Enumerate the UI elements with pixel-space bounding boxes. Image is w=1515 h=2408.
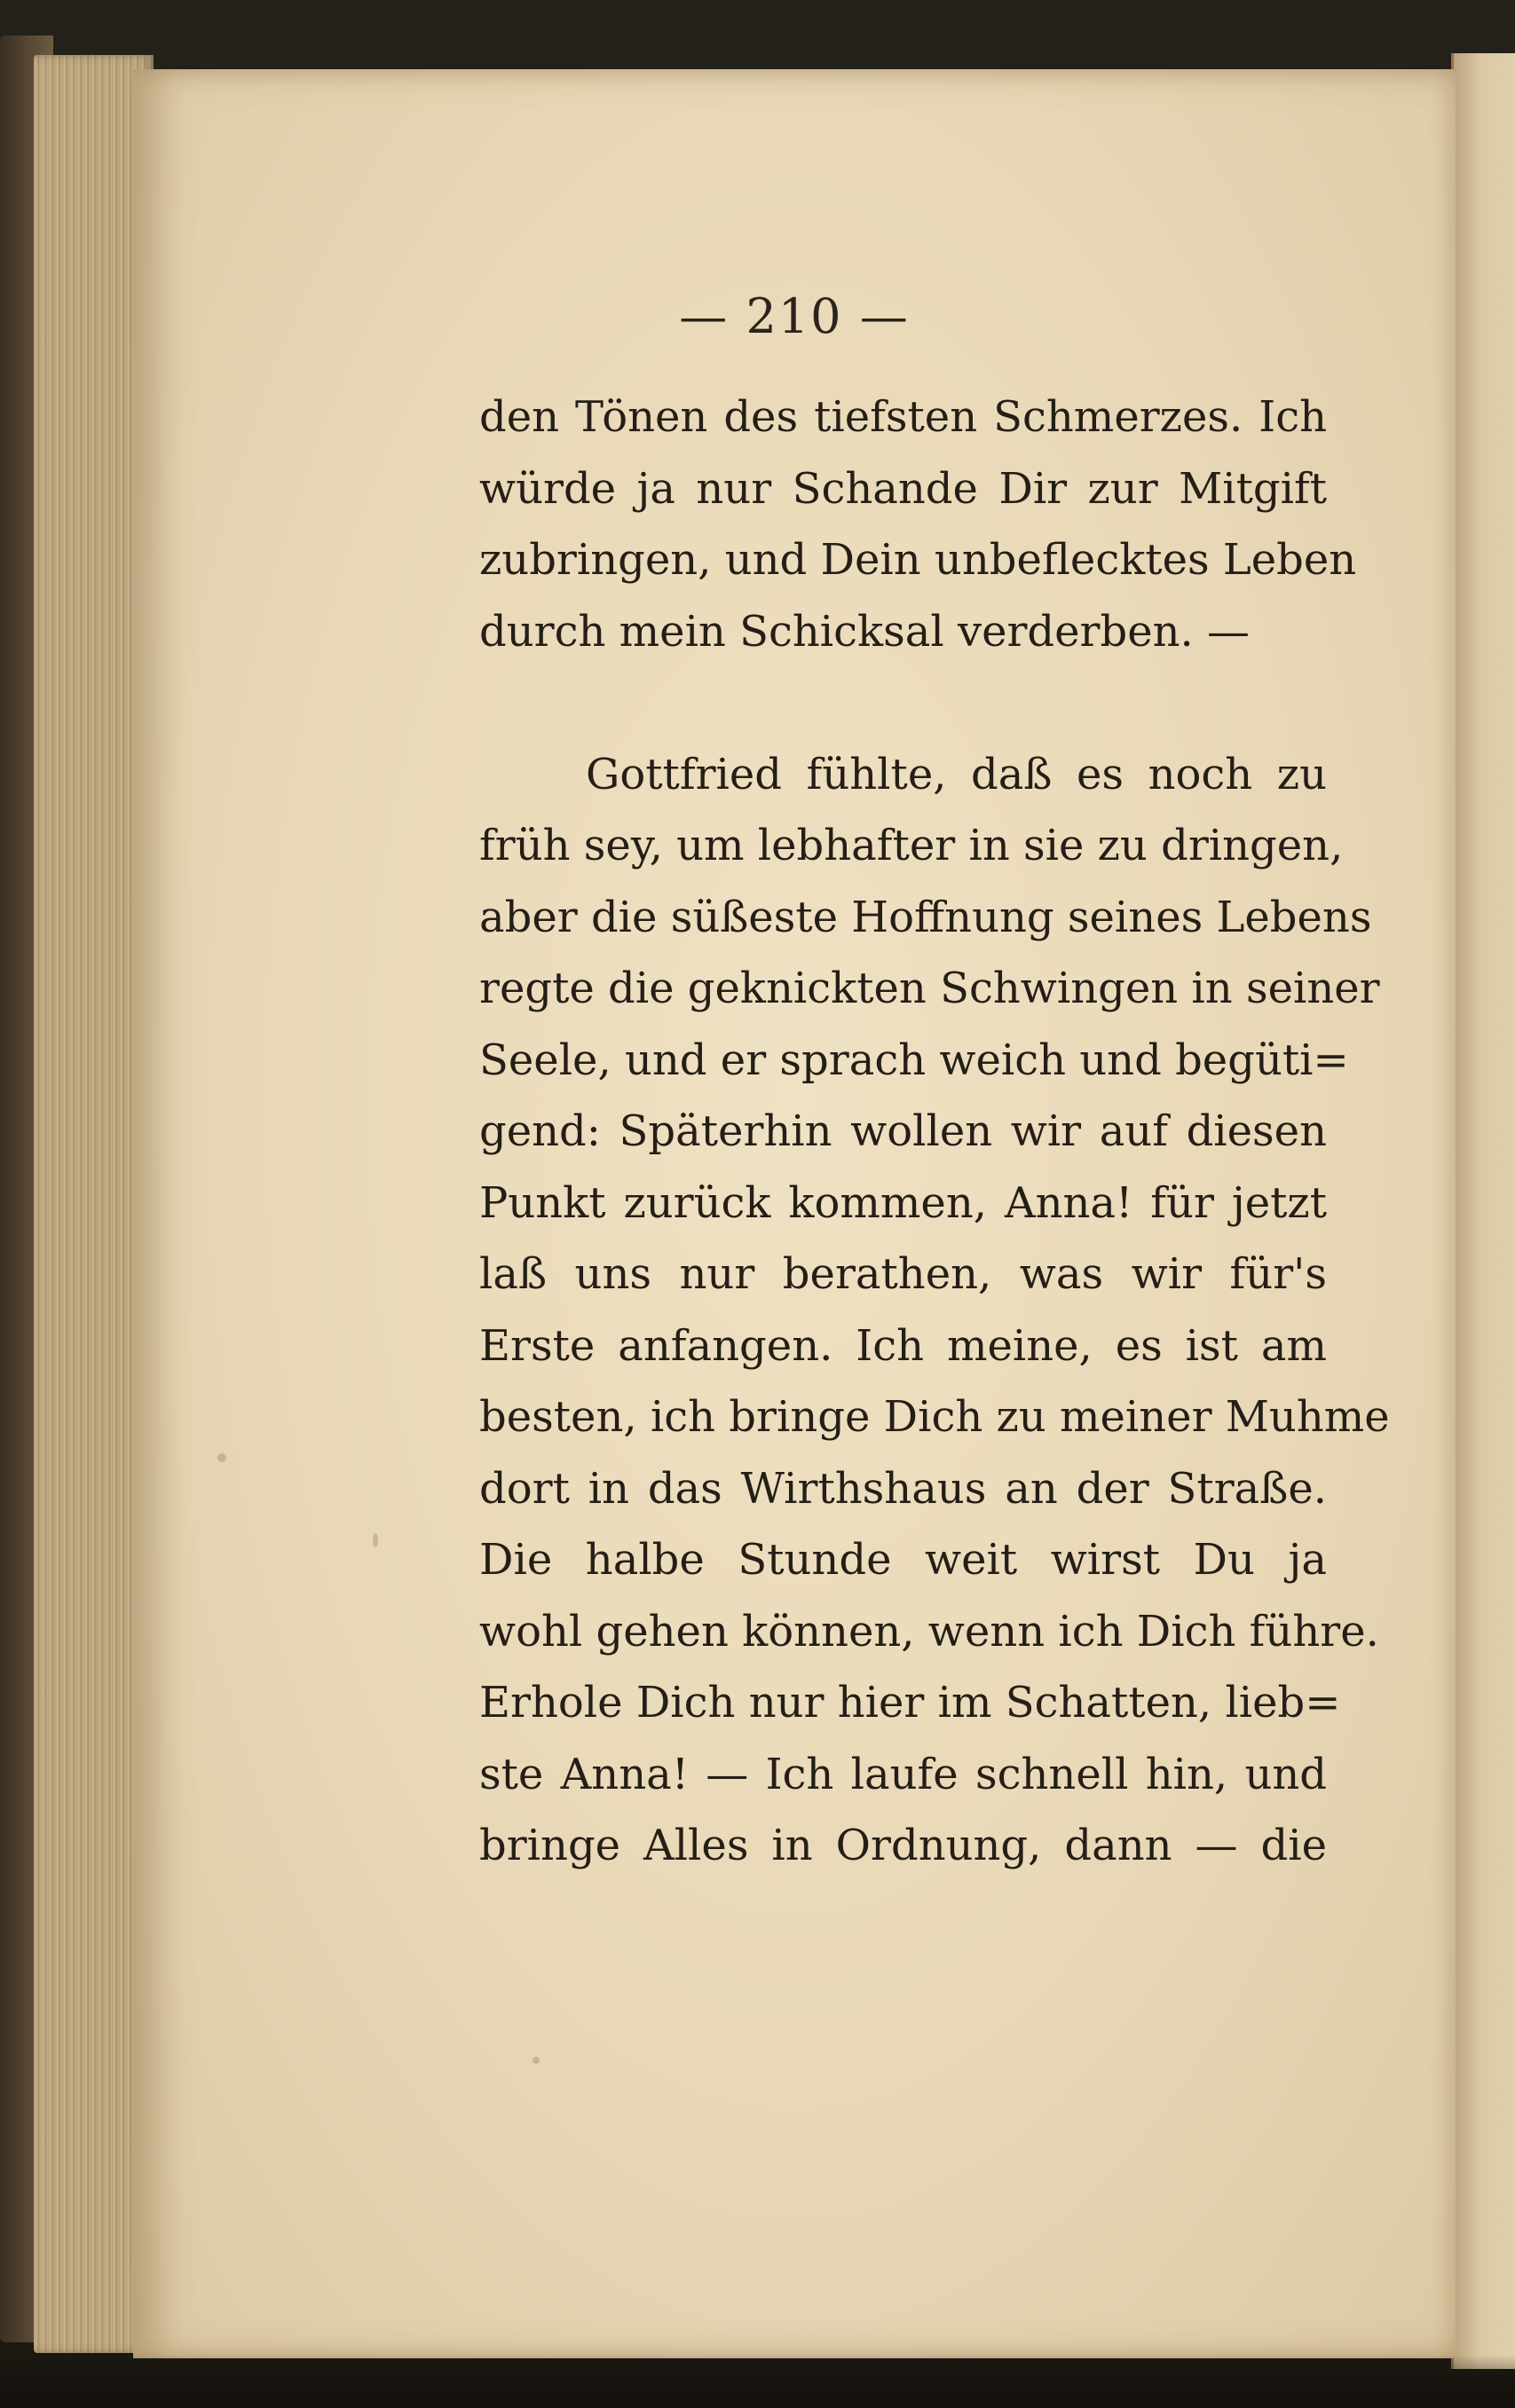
text-line: den Tönen des tiefsten Schmerzes. Ich bbox=[479, 392, 1327, 442]
text-line: früh sey, um lebhafter in sie zu dringen, bbox=[479, 821, 1344, 870]
text-line: Punkt zurück kommen, Anna! für jetzt bbox=[479, 1177, 1327, 1228]
text-line: Erste anfangen. Ich meine, es ist am bbox=[479, 1320, 1327, 1371]
text-line: besten, ich bringe Dich zu meiner Muhme bbox=[479, 1392, 1390, 1442]
paper-spot bbox=[533, 2057, 540, 2064]
text-line: Die halbe Stunde weit wirst Du ja bbox=[479, 1535, 1327, 1585]
text-line: Erhole Dich nur hier im Schatten, lieb= bbox=[479, 1678, 1341, 1727]
text-line: ste Anna! — Ich laufe schnell hin, und bbox=[479, 1749, 1327, 1799]
text-line: aber die süßeste Hoffnung seines Lebens bbox=[479, 892, 1372, 942]
text-line: bringe Alles in Ordnung, dann — die bbox=[479, 1821, 1327, 1870]
text-line: laß uns nur berathen, was wir für's bbox=[479, 1249, 1327, 1299]
text-line: Seele, und er sprach weich und begüti= bbox=[479, 1035, 1349, 1085]
page-number: — 210 — bbox=[679, 288, 910, 344]
text-line: Gottfried fühlte, daß es noch zu bbox=[586, 749, 1327, 799]
text-line: wohl gehen können, wenn ich Dich führe. bbox=[479, 1606, 1379, 1656]
bottom-shadow bbox=[0, 2355, 1515, 2408]
paper-spot bbox=[373, 1533, 378, 1547]
text-line: regte die geknickten Schwingen in seiner bbox=[479, 964, 1380, 1013]
text-line: durch mein Schicksal verderben. — bbox=[479, 606, 1251, 657]
text-line: dort in das Wirthshaus an der Straße. bbox=[479, 1463, 1327, 1514]
body-text bbox=[479, 382, 1390, 1882]
text-line: würde ja nur Schande Dir zur Mitgift bbox=[479, 463, 1327, 514]
facing-page-edge bbox=[1451, 53, 1515, 2369]
text-line: zubringen, und Dein unbeflecktes Leben bbox=[479, 535, 1357, 585]
paragraph-gap bbox=[479, 667, 1327, 739]
text-line: gend: Späterhin wollen wir auf diesen bbox=[479, 1106, 1327, 1156]
paper-spot bbox=[217, 1453, 226, 1462]
